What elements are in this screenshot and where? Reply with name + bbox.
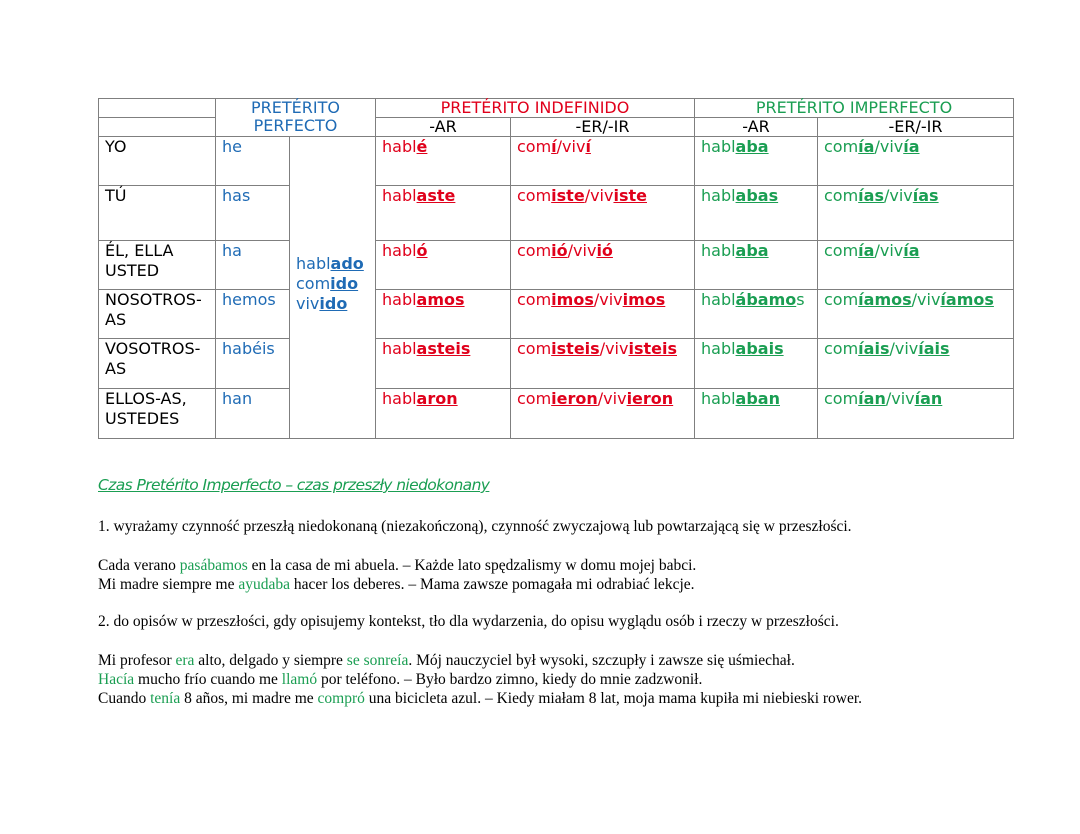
indefinido-ar-cell xyxy=(376,241,511,290)
conjugation-row xyxy=(99,137,1014,186)
imperfecto-ar-cell xyxy=(695,137,818,186)
imperfecto-er-ir-cell xyxy=(818,241,1014,290)
indefinido-ar-cell xyxy=(376,339,511,389)
verb-ending: ía xyxy=(858,137,875,156)
subheader-imp-ar: -AR xyxy=(695,118,818,137)
auxiliary-cell: hemos xyxy=(216,290,290,339)
header-perfecto: PRETÉRITO PERFECTO xyxy=(216,99,376,137)
verb-ending: aste xyxy=(416,186,456,205)
verb-stem: com xyxy=(517,241,552,260)
verb-ending: ábamo xyxy=(735,290,797,309)
verb-stem: habl xyxy=(296,253,331,273)
person-cell: ÉL, ELLA USTED xyxy=(99,241,216,290)
imperfecto-er-ir-cell xyxy=(818,186,1014,241)
verb-ending: ías xyxy=(858,186,884,205)
verb-stem: /viv xyxy=(556,137,586,156)
indefinido-ar-cell xyxy=(376,137,511,186)
indefinido-er-ir-cell xyxy=(511,137,695,186)
indefinido-ar-cell xyxy=(376,186,511,241)
verb-ending: iste xyxy=(551,186,585,205)
header-indefinido: PRETÉRITO INDEFINIDO xyxy=(376,99,695,118)
verb-ending: isteis xyxy=(628,339,677,358)
imperfecto-ar-cell xyxy=(695,186,818,241)
verb-stem: com xyxy=(824,290,859,309)
indefinido-er-ir-cell xyxy=(511,186,695,241)
verb-ending: isteis xyxy=(551,339,600,358)
verb-stem: com xyxy=(824,241,859,260)
verb-ending: ías xyxy=(912,186,939,205)
verb-ending: ó xyxy=(416,241,428,260)
person-cell: TÚ xyxy=(99,186,216,241)
verb-stem: habl xyxy=(701,241,736,260)
verb-ending: ió xyxy=(551,241,568,260)
imperfecto-er-ir-cell xyxy=(818,339,1014,389)
verb-stem: habl xyxy=(382,241,417,260)
conjugation-row xyxy=(99,186,1014,241)
header-imperfecto: PRETÉRITO IMPERFECTO xyxy=(695,99,1014,118)
subheader-ind-er-ir: -ER/-IR xyxy=(511,118,695,137)
text-line xyxy=(98,652,795,670)
text-fragment: Mi madre siempre me xyxy=(98,576,239,593)
verb-stem: habl xyxy=(701,186,736,205)
auxiliary-cell: has xyxy=(216,186,290,241)
highlighted-verb: llamó xyxy=(281,671,318,688)
highlighted-verb: se sonreía xyxy=(346,652,409,669)
text-line xyxy=(98,557,696,575)
verb-ending: ían xyxy=(858,389,886,408)
verb-stem: habl xyxy=(701,137,736,156)
verb-ending: ido xyxy=(319,293,348,313)
indefinido-er-ir-cell xyxy=(511,389,695,439)
indefinido-ar-cell xyxy=(376,290,511,339)
text-fragment: hacer los deberes. – Mama zawsze pomagała mi odrabiać lekcje. xyxy=(289,576,695,593)
person-cell: YO xyxy=(99,137,216,186)
auxiliary-cell: habéis xyxy=(216,339,290,389)
verb-ending: ado xyxy=(330,253,364,273)
verb-stem: /viv xyxy=(584,186,614,205)
verb-ending: íamos xyxy=(940,290,994,309)
corner-cell-2 xyxy=(99,118,216,137)
verb-ending: ía xyxy=(858,241,875,260)
verb-ending: imos xyxy=(622,290,666,309)
section-heading: Czas Pretérito Imperfecto – czas przeszły niedokonany xyxy=(98,476,490,494)
auxiliary-cell: han xyxy=(216,389,290,439)
verb-stem: habl xyxy=(382,389,417,408)
verb-ending: í xyxy=(551,137,557,156)
verb-stem: habl xyxy=(382,186,417,205)
verb-ending: íais xyxy=(918,339,950,358)
subheader-imp-er-ir: -ER/-IR xyxy=(818,118,1014,137)
participle xyxy=(296,254,369,274)
verb-ending: iste xyxy=(613,186,647,205)
text-fragment: 1. wyrażamy czynność przeszłą niedokonaną (niezakończoną), czynność zwyczajową lub powtarzającą się w przeszłości. xyxy=(98,518,852,535)
verb-stem: habl xyxy=(701,290,736,309)
verb-stem: com xyxy=(517,339,552,358)
verb-ending: aba xyxy=(735,241,769,260)
imperfecto-er-ir-cell xyxy=(818,290,1014,339)
person-cell: ELLOS-AS, USTEDES xyxy=(99,389,216,439)
text-fragment: 8 años, mi madre me xyxy=(180,690,318,707)
corner-cell xyxy=(99,99,216,118)
verb-stem: com xyxy=(824,339,859,358)
text-line xyxy=(98,518,852,536)
conjugation-table xyxy=(98,98,1014,439)
verb-ending: íamos xyxy=(858,290,912,309)
person-cell: VOSOTROS-AS xyxy=(99,339,216,389)
verb-stem: com xyxy=(296,273,331,293)
verb-stem: /viv xyxy=(597,389,627,408)
verb-stem: com xyxy=(517,137,552,156)
person-cell: NOSOTROS-AS xyxy=(99,290,216,339)
text-fragment: Cada verano xyxy=(98,557,180,574)
conjugation-row xyxy=(99,389,1014,439)
verb-ending: íais xyxy=(858,339,890,358)
verb-ending: ido xyxy=(330,273,359,293)
subheader-ind-ar: -AR xyxy=(376,118,511,137)
conjugation-row xyxy=(99,290,1014,339)
text-line xyxy=(98,613,839,631)
verb-stem: /viv xyxy=(567,241,597,260)
conjugation-row xyxy=(99,339,1014,389)
verb-stem: com xyxy=(517,186,552,205)
text-fragment: . Mój nauczyciel był wysoki, szczupły i zawsze się uśmiechał. xyxy=(408,652,795,669)
text-fragment: Mi profesor xyxy=(98,652,176,669)
verb-stem: /viv xyxy=(874,137,904,156)
verb-ending: asteis xyxy=(416,339,471,358)
verb-ending: imos xyxy=(551,290,594,309)
highlighted-verb: Hacía xyxy=(98,671,135,688)
text-fragment: por teléfono. – Było bardzo zimno, kiedy do mnie zadzwonił. xyxy=(317,671,703,688)
text-fragment: Cuando xyxy=(98,690,151,707)
highlighted-verb: compró xyxy=(317,690,365,707)
verb-ending: ían xyxy=(914,389,943,408)
verb-ending: aban xyxy=(735,389,780,408)
highlighted-verb: era xyxy=(175,652,195,669)
verb-ending: ió xyxy=(596,241,613,260)
highlighted-verb: ayudaba xyxy=(238,576,290,593)
highlighted-verb: tenía xyxy=(150,690,181,707)
text-fragment: 2. do opisów w przeszłości, gdy opisujemy kontekst, tło dla wydarzenia, do opisu wyglądu osób i rzeczy w przeszłości. xyxy=(98,613,839,630)
indefinido-er-ir-cell xyxy=(511,339,695,389)
auxiliary-cell: he xyxy=(216,137,290,186)
text-line xyxy=(98,576,695,594)
verb-ending: í xyxy=(585,137,591,156)
verb-stem: /viv xyxy=(911,290,941,309)
participle xyxy=(296,294,369,314)
verb-stem: habl xyxy=(701,339,736,358)
text-fragment: mucho frío cuando me xyxy=(134,671,282,688)
verb-stem: com xyxy=(824,389,859,408)
verb-ending: aba xyxy=(735,137,769,156)
verb-stem: /viv xyxy=(883,186,913,205)
verb-ending: amos xyxy=(416,290,465,309)
imperfecto-ar-cell xyxy=(695,241,818,290)
verb-stem: habl xyxy=(382,137,417,156)
text-fragment: alto, delgado y siempre xyxy=(194,652,347,669)
participle-cell xyxy=(290,137,376,439)
verb-stem: habl xyxy=(382,290,417,309)
participle xyxy=(296,274,369,294)
verb-stem: s xyxy=(796,290,805,309)
imperfecto-ar-cell xyxy=(695,339,818,389)
verb-stem: com xyxy=(824,137,859,156)
text-fragment: una bicicleta azul. – Kiedy miałam 8 lat, moja mama kupiła mi niebieski rower. xyxy=(364,690,863,707)
verb-ending: ieron xyxy=(551,389,598,408)
verb-ending: ía xyxy=(903,241,920,260)
conjugation-row xyxy=(99,241,1014,290)
imperfecto-ar-cell xyxy=(695,389,818,439)
verb-ending: abas xyxy=(735,186,779,205)
verb-stem: /viv xyxy=(885,389,915,408)
verb-stem: com xyxy=(517,290,552,309)
text-line xyxy=(98,671,702,689)
verb-stem: /viv xyxy=(889,339,919,358)
indefinido-er-ir-cell xyxy=(511,241,695,290)
verb-ending: abais xyxy=(735,339,784,358)
verb-stem: /viv xyxy=(593,290,623,309)
verb-stem: habl xyxy=(382,339,417,358)
verb-stem: /viv xyxy=(599,339,629,358)
verb-stem: viv xyxy=(296,293,320,313)
verb-stem: habl xyxy=(701,389,736,408)
auxiliary-cell: ha xyxy=(216,241,290,290)
imperfecto-er-ir-cell xyxy=(818,389,1014,439)
imperfecto-ar-cell xyxy=(695,290,818,339)
verb-stem: com xyxy=(517,389,552,408)
verb-ending: ía xyxy=(903,137,920,156)
highlighted-verb: pasábamos xyxy=(179,557,248,574)
indefinido-er-ir-cell xyxy=(511,290,695,339)
text-fragment: en la casa de mi abuela. – Każde lato spędzalismy w domu mojej babci. xyxy=(247,557,697,574)
verb-ending: ieron xyxy=(626,389,674,408)
text-line xyxy=(98,690,862,708)
indefinido-ar-cell xyxy=(376,389,511,439)
verb-ending: aron xyxy=(416,389,458,408)
imperfecto-er-ir-cell xyxy=(818,137,1014,186)
verb-stem: com xyxy=(824,186,859,205)
verb-stem: /viv xyxy=(874,241,904,260)
verb-ending: é xyxy=(416,137,428,156)
